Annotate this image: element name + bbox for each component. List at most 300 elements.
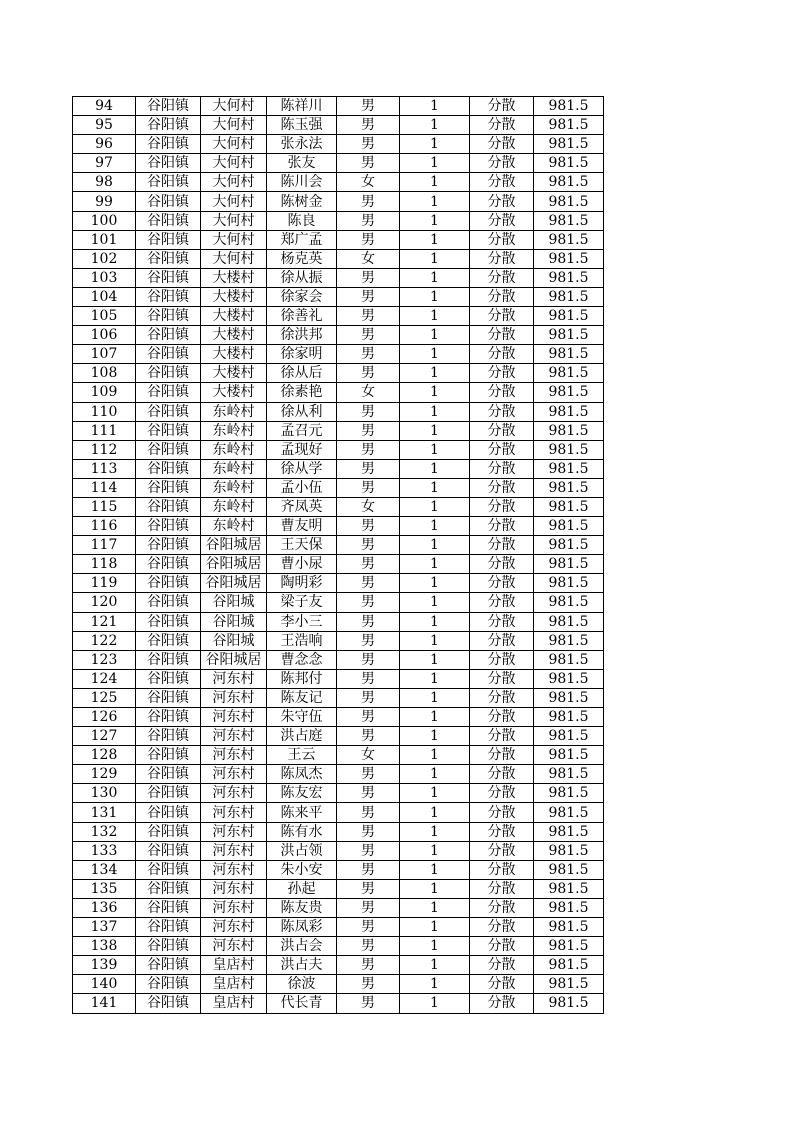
- table-row: [73, 154, 604, 173]
- amount-cell: 981.5: [534, 402, 604, 421]
- gender-cell: 男: [337, 822, 400, 841]
- town-cell: 谷阳镇: [136, 784, 201, 803]
- gender-cell: 男: [337, 727, 400, 746]
- gender-cell: 男: [337, 688, 400, 707]
- town-cell: 谷阳镇: [136, 326, 201, 345]
- table-row: [73, 669, 604, 688]
- serial-number-cell: 134: [73, 860, 136, 879]
- town-cell: 谷阳镇: [136, 650, 201, 669]
- count-cell: 1: [400, 669, 470, 688]
- gender-cell: 男: [337, 459, 400, 478]
- amount-cell: 981.5: [534, 765, 604, 784]
- amount-cell: 981.5: [534, 135, 604, 154]
- amount-cell: 981.5: [534, 879, 604, 898]
- village-cell: 谷阳城: [201, 612, 267, 631]
- table-row: [73, 192, 604, 211]
- support-mode-cell: 分散: [470, 555, 534, 574]
- town-cell: 谷阳镇: [136, 688, 201, 707]
- town-cell: 谷阳镇: [136, 268, 201, 287]
- town-cell: 谷阳镇: [136, 975, 201, 994]
- support-mode-cell: 分散: [470, 593, 534, 612]
- serial-number-cell: 97: [73, 154, 136, 173]
- serial-number-cell: 122: [73, 631, 136, 650]
- town-cell: 谷阳镇: [136, 994, 201, 1013]
- table-row: [73, 879, 604, 898]
- support-mode-cell: 分散: [470, 383, 534, 402]
- count-cell: 1: [400, 383, 470, 402]
- serial-number-cell: 113: [73, 459, 136, 478]
- count-cell: 1: [400, 517, 470, 536]
- person-name-cell: 王天保: [267, 536, 337, 555]
- village-cell: 河东村: [201, 727, 267, 746]
- serial-number-cell: 101: [73, 230, 136, 249]
- serial-number-cell: 121: [73, 612, 136, 631]
- person-name-cell: 陈凤彩: [267, 918, 337, 937]
- count-cell: 1: [400, 937, 470, 956]
- town-cell: 谷阳镇: [136, 459, 201, 478]
- person-name-cell: 洪占领: [267, 841, 337, 860]
- village-cell: 谷阳城: [201, 593, 267, 612]
- person-name-cell: 徐从后: [267, 364, 337, 383]
- person-name-cell: 曹念念: [267, 650, 337, 669]
- person-name-cell: 徐洪邦: [267, 326, 337, 345]
- town-cell: 谷阳镇: [136, 765, 201, 784]
- amount-cell: 981.5: [534, 803, 604, 822]
- roster-body: [73, 97, 604, 1014]
- village-cell: 河东村: [201, 784, 267, 803]
- person-name-cell: 徐从利: [267, 402, 337, 421]
- table-row: [73, 268, 604, 287]
- amount-cell: 981.5: [534, 211, 604, 230]
- town-cell: 谷阳镇: [136, 116, 201, 135]
- gender-cell: 男: [337, 860, 400, 879]
- count-cell: 1: [400, 249, 470, 268]
- amount-cell: 981.5: [534, 421, 604, 440]
- amount-cell: 981.5: [534, 517, 604, 536]
- support-mode-cell: 分散: [470, 230, 534, 249]
- amount-cell: 981.5: [534, 631, 604, 650]
- gender-cell: 男: [337, 116, 400, 135]
- serial-number-cell: 108: [73, 364, 136, 383]
- table-row: [73, 440, 604, 459]
- town-cell: 谷阳镇: [136, 230, 201, 249]
- count-cell: 1: [400, 612, 470, 631]
- serial-number-cell: 104: [73, 287, 136, 306]
- town-cell: 谷阳镇: [136, 154, 201, 173]
- village-cell: 河东村: [201, 669, 267, 688]
- amount-cell: 981.5: [534, 975, 604, 994]
- count-cell: 1: [400, 268, 470, 287]
- support-mode-cell: 分散: [470, 765, 534, 784]
- amount-cell: 981.5: [534, 784, 604, 803]
- person-name-cell: 徐从学: [267, 459, 337, 478]
- support-mode-cell: 分散: [470, 517, 534, 536]
- table-row: [73, 497, 604, 516]
- village-cell: 河东村: [201, 918, 267, 937]
- gender-cell: 男: [337, 765, 400, 784]
- person-name-cell: 徐家会: [267, 287, 337, 306]
- serial-number-cell: 94: [73, 97, 136, 116]
- amount-cell: 981.5: [534, 669, 604, 688]
- count-cell: 1: [400, 192, 470, 211]
- serial-number-cell: 131: [73, 803, 136, 822]
- town-cell: 谷阳镇: [136, 956, 201, 975]
- gender-cell: 女: [337, 249, 400, 268]
- person-name-cell: 代长青: [267, 994, 337, 1013]
- table-row: [73, 211, 604, 230]
- village-cell: 河东村: [201, 898, 267, 917]
- count-cell: 1: [400, 230, 470, 249]
- amount-cell: 981.5: [534, 860, 604, 879]
- count-cell: 1: [400, 402, 470, 421]
- amount-cell: 981.5: [534, 574, 604, 593]
- gender-cell: 男: [337, 879, 400, 898]
- village-cell: 大何村: [201, 116, 267, 135]
- village-cell: 东岭村: [201, 459, 267, 478]
- serial-number-cell: 106: [73, 326, 136, 345]
- gender-cell: 男: [337, 440, 400, 459]
- support-mode-cell: 分散: [470, 746, 534, 765]
- amount-cell: 981.5: [534, 364, 604, 383]
- gender-cell: 男: [337, 650, 400, 669]
- table-row: [73, 803, 604, 822]
- gender-cell: 男: [337, 937, 400, 956]
- table-row: [73, 650, 604, 669]
- amount-cell: 981.5: [534, 268, 604, 287]
- gender-cell: 男: [337, 918, 400, 937]
- town-cell: 谷阳镇: [136, 822, 201, 841]
- serial-number-cell: 100: [73, 211, 136, 230]
- person-name-cell: 陈有水: [267, 822, 337, 841]
- table-row: [73, 555, 604, 574]
- amount-cell: 981.5: [534, 918, 604, 937]
- village-cell: 大何村: [201, 211, 267, 230]
- person-name-cell: 曹友明: [267, 517, 337, 536]
- table-row: [73, 478, 604, 497]
- amount-cell: 981.5: [534, 192, 604, 211]
- gender-cell: 男: [337, 631, 400, 650]
- serial-number-cell: 127: [73, 727, 136, 746]
- support-mode-cell: 分散: [470, 364, 534, 383]
- town-cell: 谷阳镇: [136, 287, 201, 306]
- serial-number-cell: 126: [73, 708, 136, 727]
- gender-cell: 男: [337, 364, 400, 383]
- support-mode-cell: 分散: [470, 345, 534, 364]
- village-cell: 大何村: [201, 97, 267, 116]
- gender-cell: 男: [337, 898, 400, 917]
- serial-number-cell: 107: [73, 345, 136, 364]
- support-mode-cell: 分散: [470, 135, 534, 154]
- village-cell: 谷阳城: [201, 631, 267, 650]
- serial-number-cell: 135: [73, 879, 136, 898]
- gender-cell: 男: [337, 593, 400, 612]
- support-mode-cell: 分散: [470, 918, 534, 937]
- person-name-cell: 陈友宏: [267, 784, 337, 803]
- count-cell: 1: [400, 956, 470, 975]
- serial-number-cell: 124: [73, 669, 136, 688]
- support-mode-cell: 分散: [470, 784, 534, 803]
- support-mode-cell: 分散: [470, 612, 534, 631]
- count-cell: 1: [400, 307, 470, 326]
- amount-cell: 981.5: [534, 97, 604, 116]
- town-cell: 谷阳镇: [136, 612, 201, 631]
- count-cell: 1: [400, 574, 470, 593]
- town-cell: 谷阳镇: [136, 364, 201, 383]
- person-name-cell: 陈来平: [267, 803, 337, 822]
- count-cell: 1: [400, 555, 470, 574]
- gender-cell: 男: [337, 192, 400, 211]
- village-cell: 河东村: [201, 879, 267, 898]
- person-name-cell: 洪占庭: [267, 727, 337, 746]
- serial-number-cell: 110: [73, 402, 136, 421]
- serial-number-cell: 111: [73, 421, 136, 440]
- village-cell: 大何村: [201, 135, 267, 154]
- village-cell: 大楼村: [201, 268, 267, 287]
- village-cell: 皇店村: [201, 994, 267, 1013]
- support-mode-cell: 分散: [470, 669, 534, 688]
- gender-cell: 男: [337, 803, 400, 822]
- support-mode-cell: 分散: [470, 956, 534, 975]
- table-row: [73, 898, 604, 917]
- table-row: [73, 97, 604, 116]
- serial-number-cell: 119: [73, 574, 136, 593]
- table-row: [73, 536, 604, 555]
- amount-cell: 981.5: [534, 746, 604, 765]
- person-name-cell: 徐波: [267, 975, 337, 994]
- table-row: [73, 841, 604, 860]
- town-cell: 谷阳镇: [136, 135, 201, 154]
- town-cell: 谷阳镇: [136, 574, 201, 593]
- amount-cell: 981.5: [534, 307, 604, 326]
- person-name-cell: 陈友贵: [267, 898, 337, 917]
- support-mode-cell: 分散: [470, 975, 534, 994]
- village-cell: 谷阳城居: [201, 555, 267, 574]
- gender-cell: 男: [337, 230, 400, 249]
- serial-number-cell: 128: [73, 746, 136, 765]
- table-row: [73, 746, 604, 765]
- town-cell: 谷阳镇: [136, 746, 201, 765]
- support-mode-cell: 分散: [470, 708, 534, 727]
- support-mode-cell: 分散: [470, 116, 534, 135]
- gender-cell: 男: [337, 97, 400, 116]
- serial-number-cell: 118: [73, 555, 136, 574]
- support-mode-cell: 分散: [470, 440, 534, 459]
- support-mode-cell: 分散: [470, 650, 534, 669]
- count-cell: 1: [400, 708, 470, 727]
- town-cell: 谷阳镇: [136, 478, 201, 497]
- serial-number-cell: 141: [73, 994, 136, 1013]
- table-row: [73, 421, 604, 440]
- gender-cell: 男: [337, 956, 400, 975]
- serial-number-cell: 132: [73, 822, 136, 841]
- table-row: [73, 860, 604, 879]
- table-row: [73, 631, 604, 650]
- table-row: [73, 364, 604, 383]
- table-row: [73, 402, 604, 421]
- amount-cell: 981.5: [534, 287, 604, 306]
- table-row: [73, 249, 604, 268]
- support-mode-cell: 分散: [470, 402, 534, 421]
- town-cell: 谷阳镇: [136, 803, 201, 822]
- count-cell: 1: [400, 631, 470, 650]
- person-name-cell: 郑广孟: [267, 230, 337, 249]
- serial-number-cell: 99: [73, 192, 136, 211]
- village-cell: 河东村: [201, 688, 267, 707]
- amount-cell: 981.5: [534, 708, 604, 727]
- person-name-cell: 徐素艳: [267, 383, 337, 402]
- person-name-cell: 王浩响: [267, 631, 337, 650]
- support-mode-cell: 分散: [470, 803, 534, 822]
- gender-cell: 女: [337, 497, 400, 516]
- town-cell: 谷阳镇: [136, 918, 201, 937]
- table-row: [73, 593, 604, 612]
- town-cell: 谷阳镇: [136, 249, 201, 268]
- amount-cell: 981.5: [534, 383, 604, 402]
- support-mode-cell: 分散: [470, 497, 534, 516]
- count-cell: 1: [400, 765, 470, 784]
- serial-number-cell: 123: [73, 650, 136, 669]
- count-cell: 1: [400, 841, 470, 860]
- town-cell: 谷阳镇: [136, 383, 201, 402]
- amount-cell: 981.5: [534, 822, 604, 841]
- person-name-cell: 杨克英: [267, 249, 337, 268]
- serial-number-cell: 102: [73, 249, 136, 268]
- person-name-cell: 陈邦付: [267, 669, 337, 688]
- count-cell: 1: [400, 287, 470, 306]
- support-mode-cell: 分散: [470, 249, 534, 268]
- person-name-cell: 陈玉强: [267, 116, 337, 135]
- village-cell: 大楼村: [201, 364, 267, 383]
- support-mode-cell: 分散: [470, 421, 534, 440]
- village-cell: 大何村: [201, 230, 267, 249]
- gender-cell: 男: [337, 841, 400, 860]
- town-cell: 谷阳镇: [136, 421, 201, 440]
- table-row: [73, 307, 604, 326]
- gender-cell: 男: [337, 326, 400, 345]
- count-cell: 1: [400, 364, 470, 383]
- person-name-cell: 梁子友: [267, 593, 337, 612]
- person-name-cell: 朱小安: [267, 860, 337, 879]
- town-cell: 谷阳镇: [136, 173, 201, 192]
- table-row: [73, 727, 604, 746]
- table-row: [73, 975, 604, 994]
- support-mode-cell: 分散: [470, 841, 534, 860]
- support-mode-cell: 分散: [470, 536, 534, 555]
- amount-cell: 981.5: [534, 345, 604, 364]
- town-cell: 谷阳镇: [136, 937, 201, 956]
- count-cell: 1: [400, 116, 470, 135]
- gender-cell: 男: [337, 994, 400, 1013]
- serial-number-cell: 105: [73, 307, 136, 326]
- gender-cell: 男: [337, 135, 400, 154]
- table-row: [73, 784, 604, 803]
- town-cell: 谷阳镇: [136, 497, 201, 516]
- table-row: [73, 937, 604, 956]
- village-cell: 河东村: [201, 937, 267, 956]
- count-cell: 1: [400, 822, 470, 841]
- count-cell: 1: [400, 784, 470, 803]
- village-cell: 大楼村: [201, 287, 267, 306]
- village-cell: 谷阳城居: [201, 536, 267, 555]
- amount-cell: 981.5: [534, 650, 604, 669]
- count-cell: 1: [400, 975, 470, 994]
- village-cell: 大楼村: [201, 307, 267, 326]
- table-row: [73, 994, 604, 1013]
- count-cell: 1: [400, 803, 470, 822]
- person-name-cell: 曹小尿: [267, 555, 337, 574]
- gender-cell: 女: [337, 383, 400, 402]
- support-mode-cell: 分散: [470, 192, 534, 211]
- serial-number-cell: 139: [73, 956, 136, 975]
- gender-cell: 男: [337, 612, 400, 631]
- town-cell: 谷阳镇: [136, 727, 201, 746]
- support-mode-cell: 分散: [470, 898, 534, 917]
- village-cell: 河东村: [201, 708, 267, 727]
- serial-number-cell: 109: [73, 383, 136, 402]
- serial-number-cell: 130: [73, 784, 136, 803]
- count-cell: 1: [400, 440, 470, 459]
- gender-cell: 男: [337, 478, 400, 497]
- person-name-cell: 徐善礼: [267, 307, 337, 326]
- count-cell: 1: [400, 421, 470, 440]
- count-cell: 1: [400, 536, 470, 555]
- serial-number-cell: 103: [73, 268, 136, 287]
- support-mode-cell: 分散: [470, 688, 534, 707]
- amount-cell: 981.5: [534, 478, 604, 497]
- town-cell: 谷阳镇: [136, 593, 201, 612]
- table-row: [73, 459, 604, 478]
- count-cell: 1: [400, 326, 470, 345]
- person-name-cell: 孟召元: [267, 421, 337, 440]
- amount-cell: 981.5: [534, 688, 604, 707]
- town-cell: 谷阳镇: [136, 402, 201, 421]
- village-cell: 大楼村: [201, 383, 267, 402]
- table-row: [73, 345, 604, 364]
- person-name-cell: 陶明彩: [267, 574, 337, 593]
- person-name-cell: 王云: [267, 746, 337, 765]
- serial-number-cell: 138: [73, 937, 136, 956]
- amount-cell: 981.5: [534, 956, 604, 975]
- person-name-cell: 齐凤英: [267, 497, 337, 516]
- table-row: [73, 765, 604, 784]
- count-cell: 1: [400, 727, 470, 746]
- person-name-cell: 徐从振: [267, 268, 337, 287]
- village-cell: 东岭村: [201, 402, 267, 421]
- person-name-cell: 孙起: [267, 879, 337, 898]
- amount-cell: 981.5: [534, 727, 604, 746]
- village-cell: 河东村: [201, 803, 267, 822]
- town-cell: 谷阳镇: [136, 555, 201, 574]
- amount-cell: 981.5: [534, 593, 604, 612]
- village-cell: 河东村: [201, 746, 267, 765]
- person-name-cell: 洪占夫: [267, 956, 337, 975]
- person-name-cell: 张友: [267, 154, 337, 173]
- amount-cell: 981.5: [534, 440, 604, 459]
- town-cell: 谷阳镇: [136, 517, 201, 536]
- village-cell: 皇店村: [201, 956, 267, 975]
- table-row: [73, 135, 604, 154]
- table-row: [73, 574, 604, 593]
- serial-number-cell: 140: [73, 975, 136, 994]
- serial-number-cell: 133: [73, 841, 136, 860]
- gender-cell: 男: [337, 536, 400, 555]
- count-cell: 1: [400, 994, 470, 1013]
- village-cell: 河东村: [201, 860, 267, 879]
- gender-cell: 女: [337, 173, 400, 192]
- village-cell: 大何村: [201, 192, 267, 211]
- support-mode-cell: 分散: [470, 727, 534, 746]
- person-name-cell: 孟现好: [267, 440, 337, 459]
